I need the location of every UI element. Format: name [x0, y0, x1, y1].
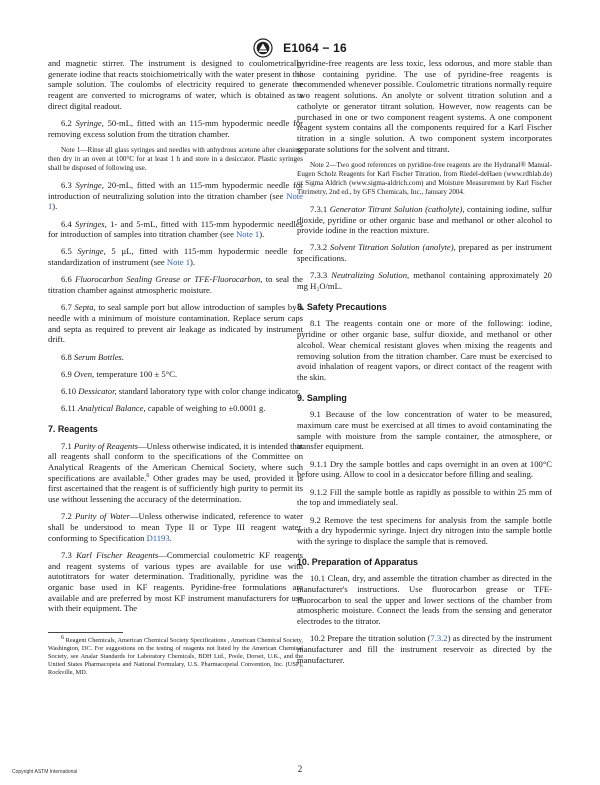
document-id: E1064 − 16 [283, 41, 347, 55]
section-7-1: 7.1 Purity of Reagents—Unless otherwise indicated, it is intended that all reagents shall conform to the specifications of the Committee on Analytical Reagents of the American Chemical Society, where such specifications are available.$^6$ Other grades may be used, provided it is first ascertained that the reagent is of sufficiently high purity to permit its use without lessening the accuracy of the determination. [48, 440, 304, 505]
paragraph: and magnetic stirrer. The instrument is designed to coulometrically generate iodine that reacts stoichiometrically with the water present in the sample solution. The coulombs of electricity required to generate the reagent are converted to micrograms of water, which is obtained as a direct digital readout. [48, 58, 303, 111]
section-6-7: 6.7 Septa, to seal sample port but allow introduction of samples by a needle with a minimum of moisture contamination. Replace serum caps and septa as required to prevent air leakage as indicated by instrument drift. [48, 302, 304, 345]
astm-logo-icon [253, 38, 273, 58]
section-7-3-2: 7.3.2 Solvent Titration Solution (anolyte), prepared as per instrument specifications. [297, 242, 553, 264]
right-column [297, 58, 552, 672]
section-6-8: 6.8 Serum Bottles. [61, 351, 125, 362]
heading-safety-precautions: 8. Safety Precautions [297, 301, 387, 312]
section-7-2: 7.2 Purity of Water—Unless otherwise indicated, reference to water shall be understood to mean Type II or Type III reagent water, conforming to Specification D1193. [48, 511, 303, 543]
left-column [48, 58, 303, 684]
d1193-link[interactable]: D1193 [146, 532, 170, 543]
section-6-10: 6.10 Dessicator, standard laboratory type with color change indicator. [61, 385, 301, 396]
section-10-2: 10.2 Prepare the titration solution (7.3.2) as directed by the instrument manufacturer and fill the instrument reservoir as directed by the manufacturer. [297, 633, 552, 665]
section-6-6: 6.6 Fluorocarbon Sealing Grease or TFE-Fluorocarbon, to seal the titration chamber against atmospheric moisture. [48, 274, 303, 296]
section-6-4: 6.4 Syringes, 1- and 5-mL, fitted with 115-mm hypodermic needles for introduction of samples into titration chamber (see Note 1). [48, 218, 304, 240]
page-header [0, 38, 600, 58]
paragraph: pyridine-free reagents are less toxic, less odorous, and more stable than those containing pyridine. The use of pyridine-free reagents is recommended whenever possible. Coulometric titrations normally require two reagent solutions. An anolyte or solvent titration solution and a catholyte or generator titrant solution. However, now reagents can be purchased in one or two component reagent systems. A one component reagent system contains all the components required for a Karl Fischer titration in a single solution. A two component system incorporates separate solutions for the solvent and titrant. [297, 58, 552, 154]
note-1-link[interactable]: Note 1 [236, 229, 260, 240]
footnote-divider [48, 632, 123, 633]
section-9-1-1: 9.1.1 Dry the sample bottles and caps overnight in an oven at 100°C before using. Allow to cool in a desiccator before filling and sealing. [297, 458, 552, 480]
section-7-3-1: 7.3.1 Generator Titrant Solution (catholyte), containing iodine, sulfur dioxide, pyridine or other organic base and methanol or other alcohol to provide iodine in the reaction mixture. [297, 203, 553, 236]
section-8-1: 8.1 The reagents contain one or more of the following: iodine, pyridine or other organic base, sulfur dioxide, and methanol or other alcohol. Wear chemical resistant gloves when mixing the reagents and removing solution from the titration chamber. Care must be exercised to avoid inhalation of reagent vapors, or direct contact of the reagent with the skin. [297, 318, 552, 382]
section-7-3-2-link[interactable]: 7.3.2 [430, 633, 448, 644]
section-6-9: 6.9 Oven, temperature 100 ± 5°C. [61, 368, 178, 379]
heading-preparation-of-apparatus: 10. Preparation of Apparatus [297, 556, 418, 567]
section-6-11: 6.11 Analytical Balance, capable of weighing to ±0.0001 g. [61, 403, 266, 414]
copyright-notice: Copyright ASTM International [12, 769, 78, 775]
section-6-2: 6.2 Syringe, 50-mL, fitted with an 115-mm hypodermic needle for removing excess solution from the titration chamber. [48, 118, 304, 139]
section-9-2: 9.2 Remove the test specimens for analysis from the sample bottle with a dry hypodermic syringe. Inject dry nitrogen into the sample bottle with the syringe to displace the sample that is removed. [297, 514, 552, 546]
footnote-ref: 6 [146, 472, 150, 479]
page-number: 2 [297, 764, 303, 774]
note-1-link[interactable]: Note 1 [48, 190, 303, 212]
section-7-3: 7.3 Karl Fischer Reagents—Commercial coulometric KF reagents and reagent systems of various types are available for use with autotitrators for water determination. Traditionally, pyridine was the organic base used in KF reagents. Pyridine-free formulations are available and are preferred by most KF instrument manufacturers for use with their equipment. The [48, 549, 303, 614]
note-1-link[interactable]: Note 1 [166, 257, 191, 268]
section-9-1: 9.1 Because of the low concentration of water to be measured, maximum care must be exercised at all times to avoid contaminating the sample with moisture from the sample container, the atmosphere, or transfer equipment. [297, 409, 552, 452]
note-1: Note 1—Rinse all glass syringes and needles with anhydrous acetone after cleaning, then dry in an oven at 100°C for at least 1 h and store in a desiccator. Plastic syringes shall be disposed of following use. [48, 145, 303, 172]
section-6-3: 6.3 Syringe, 20-mL, fitted with an 115-mm hypodermic needle for introduction of neutralizing solution into the titration chamber (see Note 1). [48, 179, 304, 212]
section-10-1: 10.1 Clean, dry, and assemble the titration chamber as directed in the manufacturer's instructions. Use fluorocarbon grease or TFE-fluorocarbon to seal the upper and lower sections of the chamber from atmospheric moisture. Connect the leads from the sensing and generator electrodes to the titrator. [297, 573, 552, 627]
note-2: Note 2—Two good references on pyridine-free reagents are the Hydranal® Manual-Eugen Scholz Reagents for Karl Fischer Titration, from Riedel-deHaen (www.rdhlab.de) or Sigma Aldrich (www.sigma-aldrich.com) and Moisture Measurement by Karl Fischer Titrimetry, 2nd ed., by GFS Chemicals, Inc., January 2004. [297, 160, 552, 196]
heading-reagents: 7. Reagents [48, 423, 98, 434]
section-9-1-2: 9.1.2 Fill the sample bottle as rapidly as possible to within 25 mm of the top and immediately seal. [297, 486, 552, 508]
section-6-5: 6.5 Syringe, 5 µL, fitted with 115-mm hypodermic needle for standardization of instrument (see Note 1). [48, 246, 304, 268]
section-7-3-3: 7.3.3 Neutralizing Solution, methanol containing approximately 20 mg H₂O/mL. [297, 270, 552, 292]
footnote-6: $^6$ Reagent Chemicals, American Chemical Society Specifications , American Chemical Society, Washington, DC. For suggestions on the testing of reagents not listed by the American Chemical Society, see Analar Standards for Laboratory Chemicals, BDH Ltd., Poole, Dorset, U.K., and the United States Pharmacopeia and National Formulary, U.S. Pharmacopeial Convention, Inc. (USP), Rockville, MD. [48, 635, 303, 677]
heading-sampling: 9. Sampling [297, 392, 347, 403]
